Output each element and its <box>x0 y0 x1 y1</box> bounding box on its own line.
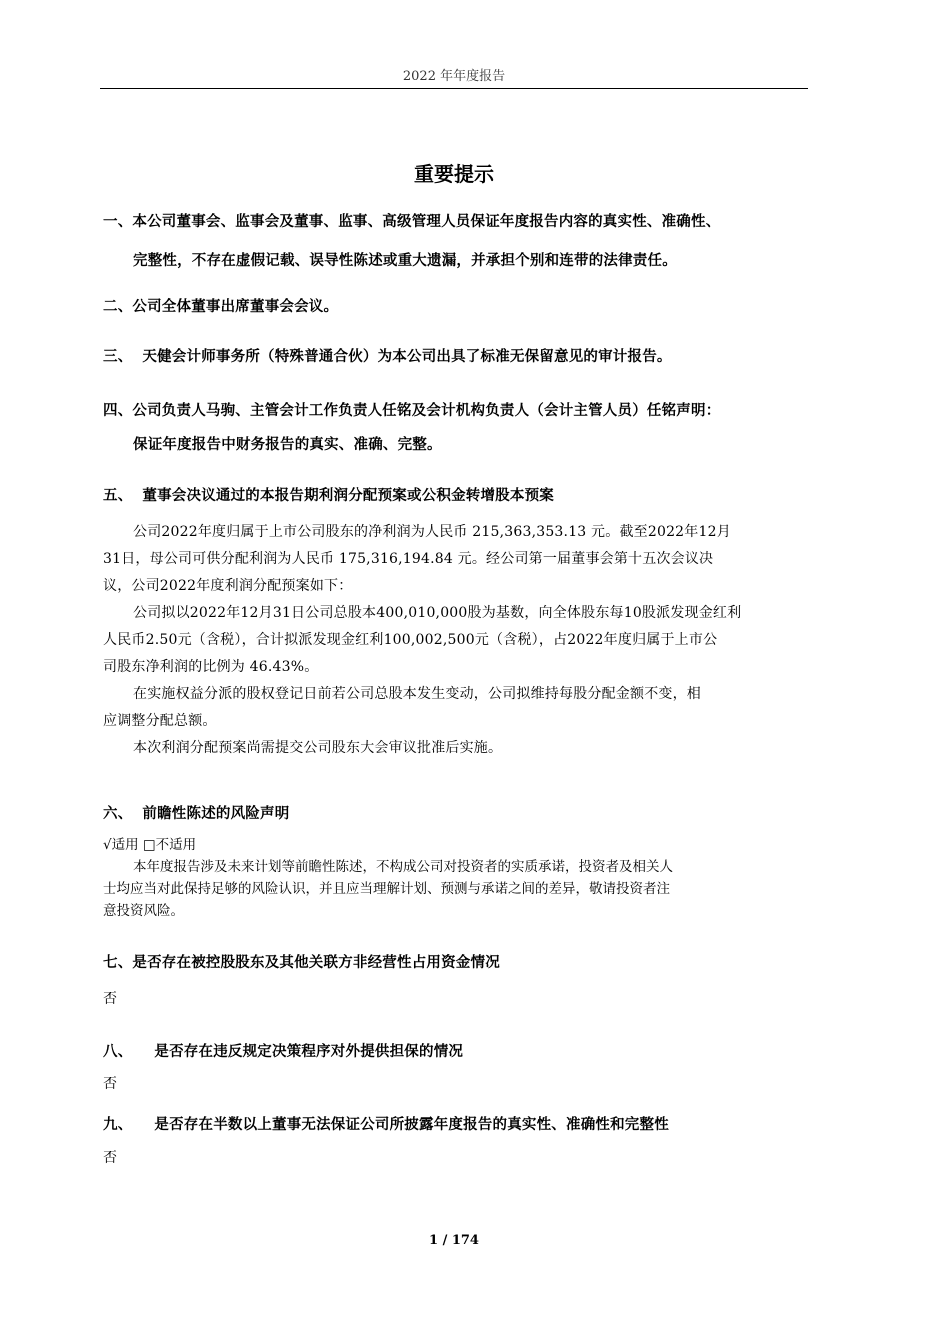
item-number: 四、 <box>103 403 133 419</box>
paragraph-line: 司股东净利润的比例为 46.43%。 <box>103 659 319 675</box>
paragraph-line: 在实施权益分派的股权登记日前若公司总股本发生变动，公司拟维持每股分配金额不变，相 <box>133 686 701 702</box>
paragraph-line: 公司拟以2022年12月31日公司总股本400,010,000股为基数，向全体股东每10股派发现金红利 <box>133 605 742 621</box>
running-header: 2022 年年度报告 <box>402 69 506 84</box>
paragraph-line: 本次利润分配预案尚需提交公司股东大会审议批准后实施。 <box>133 740 503 756</box>
paragraph-line: 士均应当对此保持足够的风险认识，并且应当理解计划、预测与承诺之间的差异，敬请投资者注 <box>103 881 670 897</box>
notice-item-3 <box>103 342 809 372</box>
paragraph-line: 公司2022年度归属于上市公司股东的净利润为人民币 215,363,353.13 元。截至2022年12月 <box>133 524 731 540</box>
section-number: 八、 <box>103 1044 133 1060</box>
item-text-line: 保证年度报告中财务报告的真实、准确、完整。 <box>133 437 442 453</box>
section-number: 五、 <box>103 488 133 504</box>
applicability-checkbox-line: √适用 □不适用 <box>103 837 197 853</box>
notice-item-1 <box>103 207 809 276</box>
section-5-body <box>103 519 809 762</box>
section-7-answer: 否 <box>103 991 118 1007</box>
item-number: 一、 <box>103 214 133 230</box>
paragraph-line: 本年度报告涉及未来计划等前瞻性陈述，不构成公司对投资者的实质承诺，投资者及相关人 <box>133 859 673 875</box>
item-text-line: 公司全体董事出席董事会会议。 <box>132 299 339 315</box>
item-text-line: 本公司董事会、监事会及董事、监事、高级管理人员保证年度报告内容的真实性、准确性、 <box>132 214 721 230</box>
item-number: 二、 <box>103 299 133 315</box>
section-6-heading: 六、 前瞻性陈述的风险声明 <box>103 799 809 829</box>
section-5-heading: 五、 董事会决议通过的本报告期利润分配预案或公积金转增股本预案 <box>103 481 809 511</box>
paragraph-line: 31日，母公司可供分配利润为人民币 175,316,194.84 元。经公司第一届董事会第十五次会议决 <box>103 551 714 567</box>
section-9-heading: 九、 是否存在半数以上董事无法保证公司所披露年度报告的真实性、准确性和完整性 <box>103 1110 809 1140</box>
header-divider <box>100 88 808 89</box>
section-8-heading: 八、 是否存在违反规定决策程序对外提供担保的情况 <box>103 1037 809 1067</box>
section-number: 七、 <box>103 955 133 971</box>
paragraph-line: 应调整分配总额。 <box>103 713 217 729</box>
item-text-line: 天健会计师事务所（特殊普通合伙）为本公司出具了标准无保留意见的审计报告。 <box>142 349 672 365</box>
section-number: 六、 <box>103 806 133 822</box>
item-text-line: 公司负责人马驹、主管会计工作负责人任铭及会计机构负责人（会计主管人员）任铭声明： <box>132 403 721 419</box>
item-number: 三、 <box>103 349 133 365</box>
item-text-line: 完整性，不存在虚假记载、误导性陈述或重大遗漏，并承担个别和连带的法律责任。 <box>133 253 677 269</box>
paragraph-line: 意投资风险。 <box>103 903 184 919</box>
paragraph-line: 人民币2.50元（含税），合计拟派发现金红利100,002,500元（含税），占2022年度归属于上市公 <box>103 632 718 648</box>
section-6-body <box>103 834 809 922</box>
paragraph-line: 议，公司2022年度利润分配预案如下： <box>103 578 353 594</box>
page-number: 1 / 174 <box>429 1233 479 1248</box>
section-9-answer: 否 <box>103 1150 118 1166</box>
section-number: 九、 <box>103 1117 133 1133</box>
section-8-answer: 否 <box>103 1076 118 1092</box>
notice-item-4 <box>103 396 809 460</box>
notice-item-2 <box>103 292 809 322</box>
page-title: 重要提示 <box>414 162 494 186</box>
section-7-heading: 七、是否存在被控股股东及其他关联方非经营性占用资金情况 <box>103 948 809 978</box>
